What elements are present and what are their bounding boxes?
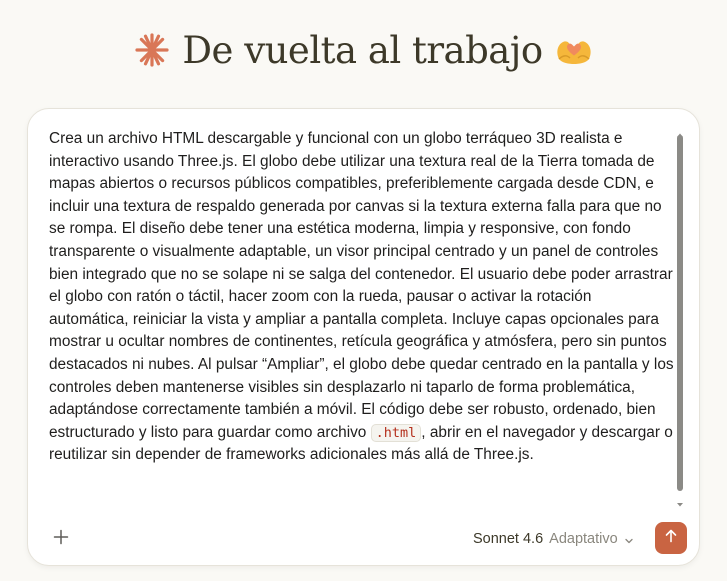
plus-icon (53, 529, 69, 550)
model-name: Sonnet 4.6 (473, 531, 544, 547)
prompt-input[interactable] (49, 128, 675, 467)
model-selector[interactable] (473, 527, 634, 551)
chevron-down-icon (624, 534, 634, 544)
model-mode: Adaptativo (549, 531, 618, 547)
scrollbar[interactable] (676, 125, 684, 501)
scroll-down-arrow-icon[interactable] (676, 495, 684, 501)
prompt-text-part-1: Crea un archivo HTML descargable y funcional con un globo terráqueo 3D realista e interactivo usando Three.js. El globo debe utilizar una textura real de la Tierra tomada de mapas abiertos o recursos públicos compatibles, preferiblemente cargada desde CDN, e incluir una textura de respaldo generada por canvas si la textura externa falla para que no se rompa. El diseño debe tener una estética moderna, limpia y responsive, con fondo transparente o visualmente adaptable, un visor principal centrado y un panel de controles bien integrado que no se solape ni se salga del contenedor. El usuario debe poder arrastrar el globo con ratón o táctil, hacer zoom con la rueda, pausar o activar la rotación automática, reiniciar la vista y ampliar a pantalla completa. Incluye capas opcionales para mostrar u ocultar nombres de continentes, retícula geográfica y atmósfera, pero sin puntos destacados ni nubes. Al pulsar “Ampliar”, el globo debe quedar centrado en la pantalla y los controles deben mantenerse visibles sin desplazarlo ni taparlo de forma problemática, adaptándose correctamente también a móvil. El código debe ser robusto, ordenado, bien estructurado y listo para guardar como archivo (49, 130, 674, 441)
spark-icon (134, 32, 170, 68)
prompt-text-part-2: , abrir en el navegador y descargar o reutilizar sin depender de frameworks adicionales más allá de Three.js. (49, 423, 673, 464)
message-composer (27, 108, 700, 566)
scrollbar-thumb[interactable] (677, 135, 683, 491)
greeting-header (0, 22, 727, 78)
arrow-up-icon (664, 529, 678, 548)
send-button[interactable] (655, 522, 687, 554)
inline-code: .html (371, 424, 422, 442)
add-attachment-button[interactable] (44, 522, 78, 556)
scroll-up-arrow-icon[interactable] (676, 125, 684, 131)
greeting-title: De vuelta al trabajo (182, 28, 543, 72)
heart-hands-icon (555, 33, 593, 67)
greeting-row (134, 29, 592, 72)
